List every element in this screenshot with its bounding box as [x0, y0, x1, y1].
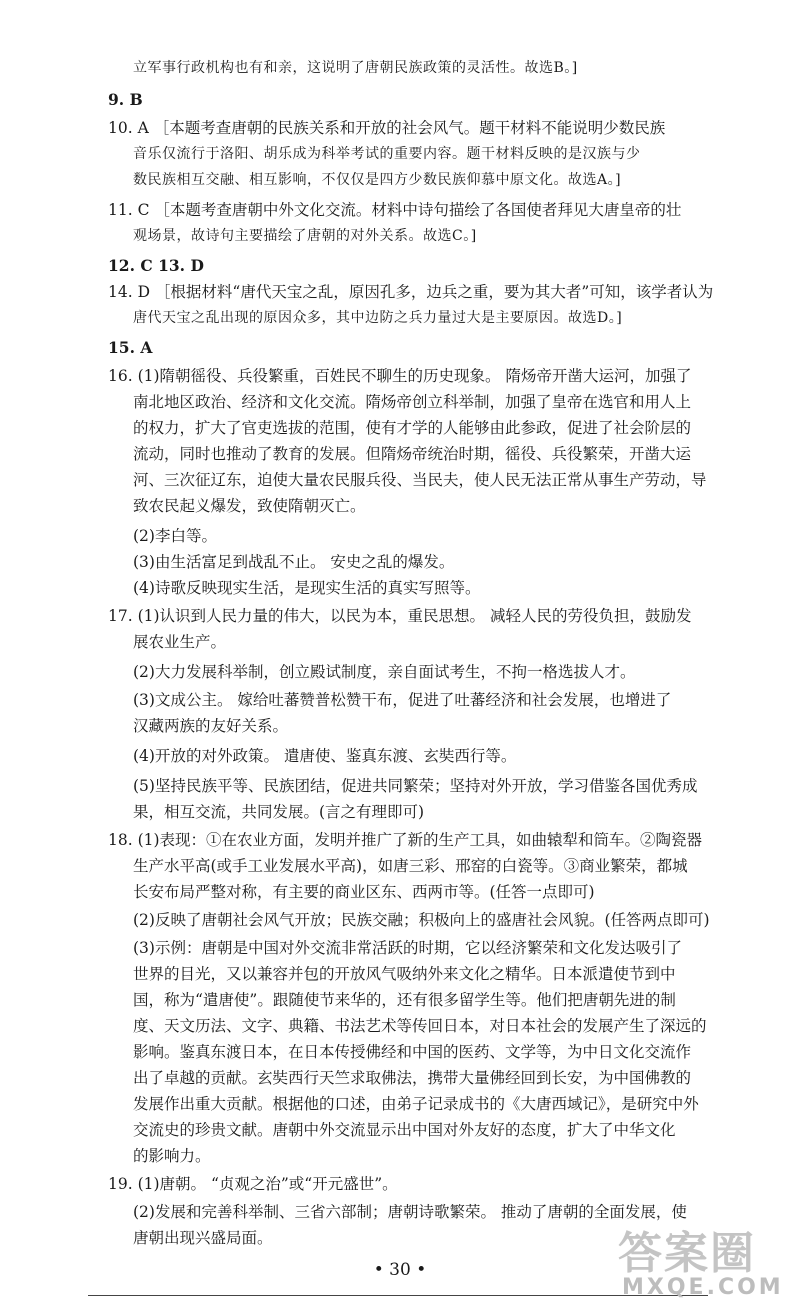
text-line: 生产水平高(或手工业发展水平高)，如唐三彩、邢窑的白瓷等。③商业繁荣，都城 — [133, 857, 688, 875]
text-line: (3)文成公主。 嫁给吐蕃赞普松赞干布，促进了吐蕃经济和社会发展，也增进了 — [133, 691, 672, 709]
text-line: 流动，同时也推动了教育的发展。但隋炀帝统治时期，徭役、兵役繁荣，开凿大运 — [133, 445, 692, 463]
text-line: (2)反映了唐朝社会风气开放；民族交融；积极向上的盛唐社会风貌。(任答两点即可) — [133, 911, 710, 929]
watermark-url: MXQE.COM — [622, 1275, 784, 1300]
text-line: 河、三次征辽东，迫使大量农民服兵役、当民夫，使人民无法正常从事生产劳动，导 — [133, 471, 707, 489]
text-line: (4)诗歌反映现实生活，是现实生活的真实写照等。 — [133, 579, 481, 597]
watermark-cn: 答案圈 — [618, 1228, 756, 1279]
text-line: 数民族相互交融、相互影响，不仅仅是四方少数民族仰慕中原文化。故选A。] — [133, 172, 622, 188]
text-line: 展农业生产。 — [133, 633, 227, 651]
text-line: (2)李白等。 — [133, 527, 217, 545]
text-line: 国，称为“遣唐使”。跟随使节来华的，还有很多留学生等。他们把唐朝先进的制 — [133, 991, 676, 1009]
text-line: 10. A ［本题考查唐朝的民族关系和开放的社会风气。题干材料不能说明少数民族 — [108, 119, 666, 137]
text-line: 17. (1)认识到人民力量的伟大，以民为本，重民思想。 减轻人民的劳役负担，鼓励发 — [108, 607, 692, 625]
text-line: 18. (1)表现：①在农业方面，发明并推广了新的生产工具，如曲辕犁和筒车。②陶瓷器 — [108, 831, 703, 849]
text-line: 19. (1)唐朝。 “贞观之治”或“开元盛世”。 — [108, 1175, 398, 1193]
text-line: 唐朝出现兴盛局面。 — [133, 1229, 273, 1247]
text-line: 唐代天宝之乱出现的原因众多，其中边防之兵力量过大是主要原因。故选D。] — [133, 310, 623, 326]
text-line: 致农民起义爆发，致使隋朝灭亡。 — [133, 497, 366, 515]
text-line: 音乐仅流行于洛阳、胡乐成为科举考试的重要内容。题干材料反映的是汉族与少 — [133, 146, 641, 162]
text-line: 果，相互交流，共同发展。(言之有理即可) — [133, 803, 425, 821]
text-line: 15. A — [108, 338, 153, 357]
page-number: • 30 • — [373, 1260, 427, 1280]
text-line: 世界的目光，又以兼容并包的开放风气吸纳外来文化之精华。日本派遣使节到中 — [133, 965, 676, 983]
text-line: 汉藏两族的友好关系。 — [133, 717, 289, 735]
text-line: 12. C 13. D — [108, 256, 204, 275]
text-line: 度、天文历法、文字、典籍、书法艺术等传回日本，对日本社会的发展产生了深远的 — [133, 1017, 707, 1035]
text-line: 的权力，扩大了官吏选拔的范围，使有才学的人能够由此参政，促进了社会阶层的 — [133, 419, 692, 437]
text-line: 观场景，故诗句主要描绘了唐朝的对外关系。故选C。] — [133, 228, 477, 244]
watermark-logo — [610, 1215, 795, 1305]
text-line: 立军事行政机构也有和亲，这说明了唐朝民族政策的灵活性。故选B。] — [133, 60, 578, 76]
text-line: 南北地区政治、经济和文化交流。隋炀帝创立科举制，加强了皇帝在选官和用人上 — [133, 393, 692, 411]
text-line: 交流史的珍贵文献。唐朝中外交流显示出中国对外友好的态度，扩大了中华文化 — [133, 1121, 676, 1139]
text-line: 影响。鉴真东渡日本，在日本传授佛经和中国的医药、文学等，为中日文化交流作 — [133, 1043, 692, 1061]
text-line: 长安布局严整对称，有主要的商业区东、西两市等。(任答一点即可) — [133, 883, 595, 901]
text-line: 9. B — [108, 90, 143, 109]
text-line: 的影响力。 — [133, 1147, 211, 1165]
text-line: 出了卓越的贡献。玄奘西行天竺求取佛法，携带大量佛经回到长安，为中国佛教的 — [133, 1069, 692, 1087]
text-line: (2)大力发展科举制，创立殿试制度，亲自面试考生，不拘一格选拔人才。 — [133, 663, 636, 681]
text-line: 发展作出重大贡献。根据他的口述，由弟子记录成书的《大唐西域记》，是研究中外 — [133, 1095, 699, 1113]
text-line: (3)示例：唐朝是中国对外交流非常活跃的时期，它以经济繁荣和文化发达吸引了 — [133, 939, 682, 957]
text-line: 11. C ［本题考查唐朝中外文化交流。材料中诗句描绘了各国使者拜见大唐皇帝的壮 — [108, 201, 682, 219]
text-line: (2)发展和完善科举制、三省六部制；唐朝诗歌繁荣。 推动了唐朝的全面发展，使 — [133, 1203, 687, 1221]
text-line: (3)由生活富足到战乱不止。 安史之乱的爆发。 — [133, 553, 455, 571]
text-line: (5)坚持民族平等、民族团结，促进共同繁荣；坚持对外开放，学习借鉴各国优秀成 — [133, 777, 698, 795]
text-line: 16. (1)隋朝徭役、兵役繁重，百姓民不聊生的历史现象。 隋炀帝开凿大运河，加强了 — [108, 367, 692, 385]
text-line: 14. D ［根据材料“唐代天宝之乱，原因孔多，边兵之重，要为其大者”可知，该学者认为 — [108, 283, 714, 301]
text-line: (4)开放的对外政策。 遣唐使、鉴真东渡、玄奘西行等。 — [133, 747, 517, 765]
